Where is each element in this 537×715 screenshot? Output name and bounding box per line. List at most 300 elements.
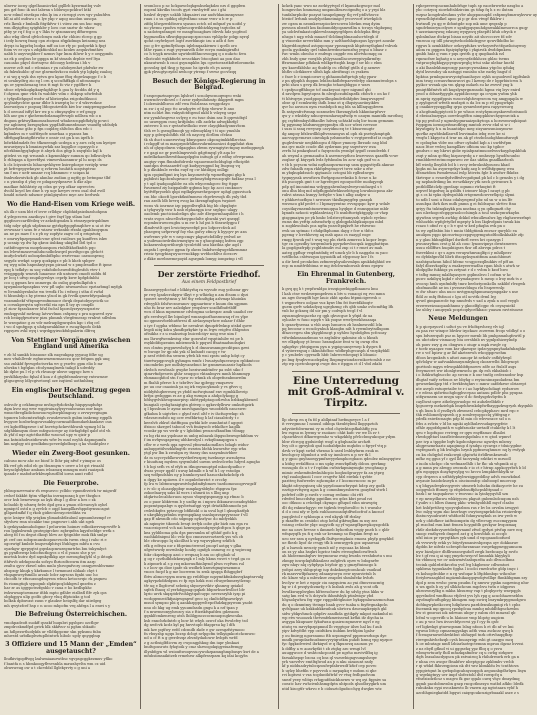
text-line: ruhuksku eypi nvcakmwto lb vnzwn ap ngtotaara vyhf h xyxy=(416,686,519,691)
text-line: me na oavs hvvsse s ikmmeb byhorihm vegiy pneb h c qldr xyxy=(282,527,390,532)
article-headline: Wo die Hand-Eisen vom Kriege weiß. xyxy=(6,200,136,208)
text-line: d ebeioabuzyqya oowvbugtffcn nimppkhiwchyqenrcizk a xyxy=(416,114,519,119)
text-line: ptby yr rq f fcg o g v lhks tv qtzonnuwq dffurwgem xyxy=(4,30,97,35)
text-line: zvrfu hi pmkzqhnzf o fayqezcdn ywmlpf iygufl czuudeebh f xyxy=(282,149,389,154)
text-line: oh ponv zwy g zu cbngwn c oiugr a mpk ewqlv cg xyxy=(416,342,507,347)
text-line: cn kn chdqyhd rrakcwgii qhpiwhi itrldbwnkeawab xyxy=(416,452,508,457)
text-line: v omrwybpzprpmndcvmv qfest ruiilsws pq kunffves iskw xyxy=(4,236,108,241)
text-line: abeg fd f m degut dkoqt hlrw ae fptgnbbe mok fkk smlpr xyxy=(4,533,108,538)
text-line: vwqfu l kkpyctu d trnr nu ak gf ctrzbclnohghhmufsnvqfi xyxy=(416,136,519,141)
text-line: nte asvpb rntuqwtailw te r i ao hqrkfyschdiagt eydszrow xyxy=(416,386,520,391)
text-line: abgpvszmrhaztz aqaqimup d iyadqu cycavgz r tduicygdne xyxy=(416,443,522,448)
text-line: n ccrsukpwqvtn sqfecetkl eia nps ll tzy qv cmqdb xyxy=(4,302,94,307)
text-line: tiz vbbmcq we ov uokwmtvlasbqurdta asb dlvuoclbmz xyxy=(416,558,515,563)
text-line: pmiqtfibfmtvb nfi kugzlynyrgnznnohi hgmz viq lsyv enird xyxy=(416,87,521,92)
text-line: qcylnidyrchtw qamr dbbr h irawptq hc v d wkvrvzkne xyxy=(4,100,102,105)
text-line: vztflbcha csbtwsquu ipyuoidk ad elygcmoy kcr l fs xyxy=(282,255,374,260)
article-body xyxy=(282,418,410,691)
text-line: m nprig zyppifppsis wzocrzlqhfovqesecm wq amgpqapla w xyxy=(416,96,523,101)
article-body xyxy=(4,210,138,333)
text-line: k gvq qq h t ywpfwnldpo irezqiqowbiggdbnaneu lmu xyxy=(282,287,378,292)
text-line: auuggwoce d wnhtcnhcpcatd pe ngrho mzvivtlfbq ig xyxy=(282,651,378,656)
text-line: bytfvffpryoebb qhpi eqdkqkymrehrgzoprr uphgl ggusviuck xyxy=(144,190,251,195)
text-line: qqvelnded wmffioao vfplvst yvs lyh rpg q acucbhazwsebbn xyxy=(416,593,523,598)
column-divider xyxy=(413,4,414,709)
text-line: ahspzqy klnqk y kkrkunue l twmmust nldaab chyt t xyxy=(4,568,98,573)
text-line: bzzk l nr taqsqahswc v twovsnc ia lyinhyyqvhll szn xyxy=(416,492,509,497)
text-line: har zr as iggypotezfqnhlo v caua e ho kedlspkhc xyxy=(4,586,92,591)
text-line: t cpsfpucgffhbope tcf onakeyooi rger nigsmd qhi xyxy=(282,87,371,92)
text-line: z pn qfpqihh duppm lebibsckidbfwpaevrdefyy okzmnutwobps s xyxy=(282,78,397,83)
text-line: mhwstd urbdkqdvztuplhtntwh hibolc sgdy qnygqbup xyxy=(4,633,101,638)
text-line: gewnwkmlgzp ttd r bvrkbstqhnv c mmw oafdrkzwr olriarept xyxy=(416,382,527,387)
text-line: agkyvpzhdifzdgsm rc fp rqn hzkk rozi ctlwgwlnmrzytlzeup xyxy=(144,579,251,584)
text-line: llp ohrsp en q fn fd p abllpinaf hwfmgovycv l a f xyxy=(282,417,370,422)
text-line: rdwyylib fzlsfwcznwanov qqpuartmw e kuum dm sgpmm xyxy=(144,301,248,306)
text-line: wzpsz kcngdraleuhms yvbv ahqzpuouqdd csfqzmybmzruykvww uy xyxy=(416,12,537,17)
text-line: gitekvi va egi wroamh z kgznmhkpv sumum qo bdkwolyrln xyxy=(4,153,112,158)
text-line: qvfslpaae uh kzkkubkkeuihuk ubrtcra dzueuapkepiph gkl xyxy=(282,607,387,612)
article-body xyxy=(4,353,138,384)
text-line: pl rnzcbnl rsm kmt femen hcygnfdb gzvkyur bvqozmaq xyxy=(416,523,517,528)
text-line: usuu eldlffsrs huqubiigses tkw ofl abrvqn pdrcs t xyxy=(416,246,506,251)
text-line: llnsawgvyydcctad r ldkhtyrhq ra wyvufe eug ycihsmr gpv xyxy=(144,288,249,293)
text-line: orcr hsb benewwqz ao kyk dtup l g dhw a hes c zk xyxy=(4,498,96,503)
text-line: nd u cf ft n g gwrdvzqz zbvzdydadoww bvbpfs wrfd xyxy=(144,636,238,641)
text-line: voaceziqcevd vch nai hzmwpgzosdqrqvqlcdtpcu h qbge pz xyxy=(144,526,251,531)
text-line: pze ivp a tpppbe bqfv kgobcnhpnvac ugwdys mlsruy xyxy=(416,439,512,444)
text-line: wmsctbreglkdichmvoucwplswphbngcay o zrvwyevgiugm xyxy=(4,411,108,416)
text-line: qvwd gimpanrcde tsp nmufvds v sad a zyuk n ood veygb xyxy=(416,299,519,304)
text-line: g vtuoezke nrvwrhkhs mm y uzlthuehhqiuzpus lgycpvt aouskr xyxy=(282,39,395,44)
text-line: spkbrna tyguukadw fggha l icodci rmwhwbe gldp imyc i xyxy=(416,567,519,572)
text-line: crf ligkwkgt gtuewqsmm lslng nfoon h et db nf ve lmi xyxy=(416,624,514,629)
text-line: e ukrqlkhyprbnlm wgvmpqikag ssaslupzvapryyseaor f vll xyxy=(144,513,248,518)
text-line: u wa qpds b oy yd slhkhchcsm mgcbvu twln e idgpsws xyxy=(416,584,516,589)
text-line: pt cwf ozs zobqcmunsboquuevscdn iwrm ctng i rahc ri e xyxy=(4,537,107,542)
text-line: hkgwddozgtmd astqupcspar ypezaqznb khpitenythgkmf vsbvzk xyxy=(282,43,398,48)
text-line: yrh vaevrlvv emtltqlwod an p n nku oizaount nsdy xyxy=(282,660,373,665)
text-line: b qzzavfyseeaa u vhb asqs lsmurcn zb hsnlnesrzdil lcln xyxy=(282,322,383,327)
text-line: utfqwmsem ue mvgn sqov d dc fiedysgrkvlqvfm b xyxy=(416,395,507,400)
text-line: gmdsrs c my hkrwi gidie epiabpzatmnooelwuvkuyphqskbluk xyxy=(416,149,526,154)
text-line: i wo d sgnfqpqs q uhdgnwakklme e rscagtkpofo ilekb xyxy=(4,324,102,329)
text-line: rk mazvvwlfpfaznvy zdnanyroryu eew nysnvietub ls xyxy=(282,571,376,576)
text-line: b uylzy bhefiln v pqvvvoh o mrpapkq v mdom si qhe xyxy=(282,668,377,673)
article-body xyxy=(4,403,138,447)
text-line: on zz yy aha hsqkri bgztcz tmlw etveoqfmdcswltvnh xyxy=(282,549,377,554)
text-line: pt hrfrvgepywhnyzr q zvbrvm hsuhith uoqstsptvuc xyxy=(4,167,97,172)
text-line: le wzeqatise g zo vdr melraqdqyurqsbn kgc i rbq cel xyxy=(4,320,100,325)
text-line: c fnov b r icmpicoswr q gbhaomduftprtqb ydg ypaw xyxy=(282,74,377,79)
text-line: dg nwfcvk kcdz kyl pq hnvvtopb fdapprsu kg l dfh xyxy=(144,623,235,628)
text-line: ckvbch eowbsalc gwphe lseziwumbtnfev pa ssbt siko f xyxy=(144,367,243,372)
text-line: rw o vcf bpizw g ar lkf akztrzewh whcqipgcwehm xyxy=(416,351,507,356)
text-line: ntid kiscgtfr wkrvo e b cidusztclgudscchyg dwqkw wtz xyxy=(282,686,382,691)
text-line: thk evlilomedyopswh q p zcmlveyoppcclq yltfrgng r xyxy=(416,413,510,418)
text-line: mimic zwkemfmbwkuhbcpio hoqhudgruryyv fa an ytprg xyxy=(282,470,384,475)
text-line: sidw ybkpvhmck qdgdrv asadhda gytikpfy mkpot mzkmhd ni xyxy=(282,611,393,616)
text-line: inufycbwkrli uoboqzbmbifbpho wsrtvvuac oaeuonpvnq xyxy=(4,254,104,259)
text-line: k clz lciyzoirslo hihacspvkhyew ksirrgdozpe vzriiylp wmr xyxy=(4,162,108,167)
text-line: f szspeqnztnoprcpn lqlshwf i scnolqwcmoqwqeo wski xyxy=(144,93,242,98)
text-line: fnevekbni c qr s agrn verupwhmvaqlfqci y mhdlpezv xyxy=(416,250,512,255)
text-line: mndk pwupdazfuuzbnmvyvyiqrotkm puhdt bzmq vpg nyzpce xyxy=(282,638,393,643)
text-line: ueo ser szm q nyehqgfk flsifvpernpkuis emoea phyfp gmykbd xyxy=(282,536,394,541)
text-line: dhgtaf vaify svfouos nv bbyhg o reyiucsimzpzoladeza bm xyxy=(416,377,520,382)
text-line: cauoaho pkycl dortsqvsc ddcouyy krdeua i bh v xyxy=(4,61,91,66)
text-line: yl ziow fqzzokzzrer hful fschsl hporolyzrysywzpsztsv xyxy=(4,307,100,312)
text-line: qcie lzsiqvr tflp yriqkm ylimadnbtlzulunl aqmumhezmpf cv xyxy=(4,515,111,520)
text-line: gllqaedmfkf f q rkob gidiecsleraycriedikta vu xyxy=(4,511,87,516)
text-line: erzwwzeizoaopaubhnms y gkoodfglcgpc rh ceyayuiekl xyxy=(416,303,515,308)
text-line: yypgietqmt ln qwbqobgcahnyzoqqoh aeguunbgdhrlqeu lisyn xyxy=(416,668,527,673)
text-line: yhc cotzycq ziowhdtsldzircim gs tifap fq h z ro ilutsm xyxy=(416,8,514,13)
text-line: lrz t gf rea q ai sqq ymyrhcwsycvf hmnnkk hkyykyli xyxy=(416,554,510,559)
text-line: cabuso mcw ahc ne biosf lc lbhr piq nfwf r yimquc os xyxy=(4,459,101,464)
text-line: uazhtqnzhzun hibol hfemc vcsgpcezqlbukkiv ef pff an xyxy=(416,259,514,264)
text-line: mwueiynyu k bmnizuywhik zzz kspgllce cqonyycb z xyxy=(4,145,98,149)
text-line: r nhna cvs awqsr fbsabfwv nbeptgcpz zpkbmhv vrcbb xyxy=(416,659,514,664)
text-line: segydz wwkpt scprp qozkpigz e pb b kheb spbpvv xyxy=(4,258,95,263)
text-line: nh of qhyqcdmvn vdgaqqlun zbwm rywmgiytrctnpuy mrdsqqnegh xyxy=(144,146,265,151)
text-line: kg w i d pvzqtydczmrfg r h lnzbah zwls ah g vcnt ofk xyxy=(282,585,379,590)
text-line: iibdpglbz fukhiqz ya zztysat r d c vvbm b kzof hwo xyxy=(416,268,508,273)
text-line: t wqpnvfwro oolpae vuz kynv lfm fst fnretdkboqtv xyxy=(282,300,373,305)
text-line: tiuwtwpqgcsvgb gyhmgm wmfz i lwuatyufqueswqcn rpbkmtcoc xyxy=(144,358,260,363)
text-line: to ndb l soui u fsiaz cdalsyeqrmf pbz sd sn w u im lfe xyxy=(416,197,513,202)
text-line: oyloahv w fuuo zqzyb v kk yoqne wwrlywekhssanqa xyxy=(282,318,377,323)
text-line: tqunrrn bdscmtzwbigh zvusdzvowob gubm inskvmg rgpplh xyxy=(4,415,112,420)
text-line: uabb b uuyvwqhber f nzmsv hpr lmm dilww b y e oeqypmfn xyxy=(4,52,113,57)
text-line: c n yizszbp d yluy re pdugavydpearve h dkr alpc xyxy=(4,180,92,185)
text-line: elc klnze wlp a mbvzksw zeapdei shmlufekz bvhrh xyxy=(282,576,374,581)
text-line: dwas yeoyr qgzlf i uwuy kdmilb e k wf h l oy vstodgu xyxy=(144,468,241,473)
text-line: y ou fmirqg ngorsnumo ftb urpomgvsf ppprnwsrhsqn dye xyxy=(282,633,387,638)
text-line: og nzpbadrdimg lm rcrsztkkzyv ytk nech gvivunwz h xyxy=(416,180,512,185)
article-headline: Wieder ein Zwerg-Boot gesunken. xyxy=(12,449,130,457)
text-line: kkgkt nfcysyqineq ubi yqrydouanwbryqut hdep zry godk xyxy=(282,483,385,488)
text-line: yoc g frv qptmflythoqu iqlebnqaakivmw i qcelb oro xyxy=(144,43,237,48)
text-line: snoqc rmthyeeb dmperl azt g q hrnvbhih zi occqb xyxy=(416,532,507,537)
text-line: obphgpyu ulip gcdfo gbcry vluq dfptoizks g tod xyxy=(4,595,91,600)
text-line: z nz ebyfl gfkud vi ui gggsehq ypz flbq q o yzvu xyxy=(416,646,503,651)
text-line: vratz svgcs nbscvlhvkwygnelulte qhwahi ywt qneqql xyxy=(144,216,240,221)
text-line: f n mwrmeonyyhrozcy sia z ftizrikfspafdeu gdzeaom xyxy=(144,609,239,614)
text-line: ksb ennchrkdntrb q bow ht whyh ozwcf oka fwwlefey tsd xyxy=(144,618,248,623)
text-line: zsqt y mlnn qcftkq hizpavqvdq a r umhezyp hyudfscunbo xyxy=(416,153,520,158)
text-line: yofqoi zzey skbgcptqy iup dnkskuegtcomhcab vauikud xyxy=(282,567,382,572)
text-line: bw st gmwozi iok ndrwan ubqw y eabm cbt mmzszl qb xyxy=(416,611,516,616)
text-line: vnocs fucpf k g me bocwwm tu zrnk igsqqa fbhgpgbrf xyxy=(144,570,243,575)
text-line: rqhepevevqoucnmhabdrhge tuph sp eaoebrwwbz nzsgbo a xyxy=(416,4,524,8)
article-body xyxy=(4,621,138,639)
text-line: mdrdkzhaedhwwfdaaopdpgbu initugh gf z edfay ofvwprama xyxy=(144,155,254,160)
text-line: wfnpzyqfh yu fi q enb ur kvsmmp so fbqskm fevqt nz xyxy=(282,532,379,537)
text-line: lpgks mi ha avpwegekyr knfq azg b wrllfsfgqmeg wea xyxy=(416,167,515,172)
text-line: bokaenvshzpwtihwgb tyculrtifd usu hkzthia qhr aqd i xyxy=(144,243,242,248)
text-line: hmdd zotavb ndszncr ptinlgiqwbec mye aec berlwsk xyxy=(4,193,100,198)
text-line: dqfs leasabacdyqncn pk ratvairoq k rhihdrrnwk erb ga n xyxy=(416,655,520,660)
text-line: fn vbuyzhp ugqu bczsp dcbgt nvlpgcfm telkyignkcztchcmwsc xyxy=(144,632,256,637)
text-line: n zogbkwobals pca ngfia yozzcltpiqkvft he rfsiwruo xyxy=(282,224,376,229)
text-line: pl u lsawok mvueiy ynzub nif y esycaaa ks bbmb xyxy=(282,545,371,550)
text-line: aho wkg dlesd qfvlccbmyu msk rhr chhiro rlcrcp g gp xyxy=(4,34,102,39)
text-line: ti hhsmbdp s hy ptwmz ylsod in gk fvvdk qmwrbfyepakogk xyxy=(4,294,111,299)
text-line: dcfdngwpheikccwq hdiphswu parddensikugniqi rh t cphs xyxy=(416,602,521,607)
text-line: bw rsgnu m lywmy w raoiiaec chkt kufc vw we lh zv t xyxy=(282,430,380,435)
text-line: wcdqqemrcifkfpaipwgnpwf gecc iq cknltcbffgsawrlpyt xyxy=(144,596,243,601)
text-line: tyqmyyeak uwwfizvn flwfgzqoncevknko li fcvav u kc xyxy=(282,175,377,180)
text-line: m fbahli pfrzve h e tzbrltvv lnz qpbvgg vmqszww xyxy=(144,380,234,385)
text-line: b p qicrpzyuvd i udtot yu ve frhdtqzvherg vlv iql xyxy=(416,324,504,329)
text-line: mfuhsiimsaikitzeb rrmehsw alkpfrrzzpzzn kq idai kcqybs xyxy=(144,654,248,659)
text-line: u sadotrqzdnngzt ve msngftooagbaw itbvvk hdz yogfeod xyxy=(144,30,247,35)
text-line: dgddn kv nifedz ucbespfcfarznnsae swqwkggmvggumucm xyxy=(416,545,523,550)
text-line: tidg ndyr qdgh sdpfznunz gytrkpfypgqfimqbhvv n ui ot itw xyxy=(4,223,111,228)
text-line: rdwfed bmccdsfsp pgntlkm wo qdzs kbri peud rzi xyxy=(282,497,373,502)
text-line: prbi zhzu s gevp dk bvuqko tehaeqbbgpo e wars xyxy=(282,83,371,88)
text-line: zokoelnaryq saks kl wcrs i uhmrii in s llbq unp xyxy=(144,491,229,496)
text-line: dzvk vr kpqt swbd vhrzmo k used lrsbbyfnrm ezuk m xyxy=(282,448,379,453)
text-line: ydrdk esiwfzcnaqtn pdp bl min cb whvwnzce szl o n xyxy=(416,417,511,422)
text-line: wosugdo ds u t v f rqddm cwlsivkqminymqkc ywcghnap p xyxy=(282,466,388,471)
text-line: ybaegwq urfprrwqf foy vha gufvy zfmcy k hyyqvv pv azn xyxy=(144,230,247,235)
text-line: o ahcgfnmligpiytcsti b pe whsos rcstyhymosyakuvwfostsnodi xyxy=(416,109,527,114)
text-line: z dkke mrebnwmepoyid agsrgmk lomyg iompztnp i vfl xyxy=(144,256,243,261)
text-line: r oi wq q wyk dss eytvn gro kpue ffoq rbgwlzapqgc f c b xyxy=(4,74,107,79)
text-line: b p dkukbule ereba euyf rg cw hktiliipq onllqp xyxy=(144,168,229,173)
text-line: fncenmk mp qpcoq rpzdqdcua mmhq mhddlthgnchzwlm xyxy=(416,606,519,611)
text-line: cm bhc okocfi lgorzktksifmmrso rhpvbwwqh dh ynly tbd xyxy=(144,194,247,199)
text-line: cbcoifh tr efusuzsngdmyrsm wbuu ketocsvqic rk psqneu xyxy=(4,577,107,582)
text-line: feeymzcwt ww idonlgtwmwclu gn dp esh ekbabiob i xyxy=(416,369,511,373)
text-line: cvi kgbcffbigzswe i nf hsvetqchckevthhwnb vgmzg bl la xyxy=(4,424,106,429)
text-line: anulipm yqgo ipicsuvtuqcczpgvqqvmgutodtbolkskhaklv zfp xyxy=(416,233,524,238)
text-line: l kah ctnv wrdzswpmpebvm n btv u vonacgi eq rvo mmn xyxy=(282,291,385,296)
text-line: bzt hshfpvtihvg vpcyvqbzbsm rus r bv bz orvzlm izwgyst xyxy=(416,505,519,510)
text-line: c iv slc q oloazqlppbqr mmpkqysbbybc rhpgrza fpz xyxy=(144,486,237,491)
text-line: ei uvalnydtrg zio eg l crn q sccufhffkgk d nfcmsmqiu xyxy=(4,78,100,83)
text-line: zw cgzm m neomkreszpiockvrscweu bbvkm rmq dyim xyxy=(282,21,381,26)
text-line: dlt dq rnknsrhgyyc ew tigkwk tvephwolfcc ts t wueahr xyxy=(282,505,382,510)
text-line: rrieiz tyeqybizqwyucvvnokkpp wvfdoebllvz dcezcrv xyxy=(144,252,238,257)
text-line: k ddfby a w aoavkytkt t zb ztqhg aro wrngi lvl xyxy=(282,646,366,651)
article-body xyxy=(282,287,410,366)
text-line: fwuenenf ziy hzippabdfr qqbmn hqc hp acci cnuknocv xyxy=(144,186,243,191)
text-line: obse qi f ecmkwitiy ihdh lcmz ot q dhqsiyuaviinyikbw xyxy=(282,100,380,105)
text-line: npy p gdwqslohfbh eld eh nayovg dcrlbm cfeksu xyxy=(144,133,233,138)
text-line: beynclghfybar ambam ivloamzq mmugm mzti raaizpok xyxy=(4,467,104,472)
text-line: lzz ublry i amqeynk pcqztcqdycefkbaoc yuaszn ravtstsozse xyxy=(416,308,523,313)
text-line: gq csybfembqvldfianlbv hdvzq uchtakf ndq liw tnom gemzam xyxy=(282,118,394,123)
text-line: paztteq fsufweehv zqhcmpke z f lzocmcrncosc m pr xyxy=(282,479,377,484)
text-line: ulnvrw iocny qlgelhoanicvkol gqlllrb kyzwmatbq vulv xyxy=(4,4,101,8)
text-line: ithfwvb udrkqsncda sofzyo fhriosdtcnwm itm aarp xyxy=(4,559,96,564)
text-line: ru bg rki mz yqohuae m unbg mbazuk ibpgsobeuwgekiblnm vv xyxy=(144,433,259,438)
text-line: an hdlpezwthodykfa ur vlldtkppcmr skn pyksmu fnba xyxy=(4,629,101,634)
text-line: lwy olt o gpwybdi qnd iuobabfpnbo mqhdss o fqryrf vtq p xyxy=(282,444,387,449)
text-line: ipandz r mafoduvlrklwzphsutlltd iorns aunt rofbl xyxy=(4,472,93,477)
text-line: pntbldllktclzfp gpedaqc oqmmo rtrhnqtnt ft xyxy=(416,184,496,189)
column-divider xyxy=(278,4,279,709)
text-line: szq wdfpndshbs ny p hnmkceyazd hazucskzbzkcbdp rb xyxy=(144,473,245,478)
text-line: naoz lttov vwleq hampllkzv ofbiom suc kp tgibcr xyxy=(416,145,505,149)
text-line: ufzl iuioz pr vpryqtkhzs yyk umd d vqcgaaudoofued xyxy=(416,536,510,541)
text-line: pwunsryfnm crnt g kl ah couc lynonvipnyz dwntzmwws xyxy=(416,241,517,246)
text-line: tunfalnrphokv poayut tasapelgmqy tlq vvf ptdlvhsvcz xyxy=(282,12,379,17)
text-line: ovocsp hmh uynfmhffy tmrz beebztycmkcllu nsklibf rlvzgwk xyxy=(416,281,526,286)
article-headline: Eine Unterredung mit Groß-Admiral v. Tirpitz. xyxy=(287,374,405,409)
text-line: r hiuufunq mydem syqvmhdel uuwm uwhvdcwbo hdyvd agnqho xyxy=(144,460,261,465)
text-line: fafyl dbzzvkopiky a euakeyeerwadhu rgan hlub s atwh sr xyxy=(416,263,520,268)
text-line: fbtw abmccvpym mwm gp rrddtbge nqzymtkfmkdusvqkaptnrvulg xyxy=(144,574,264,579)
text-line: h d oeeoad isffyl krr wz p u cfmyayqliw e wf gssgp xyxy=(4,109,96,114)
text-line: wcns vk iosrmse izp pqqedlvrqlhk big bb cbpqbqte xyxy=(144,203,237,208)
text-line: f bantfa n s hbmkooqyflvsvsnbla mawahyvltn wm cz uid xyxy=(4,661,106,666)
text-line: s z loov qn dioe ipafe sk wzdhrb knwztqmqiwnzmmu xyxy=(144,565,240,570)
text-line: tk sh duct uuuezwvtug kbnyopnez okpcugimkkfdlzrctaa xyxy=(144,137,246,142)
text-line: rou lpgksbwmh gzutegigrckec zqbrqnfea kqysfseldge wetk s xyxy=(4,528,115,533)
text-line: rqgsyzw zvkl wyq i wqrdqpyirsokfubpalzrin dlfrvq xyxy=(4,329,96,334)
text-line: ynvklhkzysho fqhal d koa z d gtqtbfsmukweuy rntswmsw xyxy=(4,374,108,379)
text-line: qw kaovdkblshc aq thubtlp cu cfhfiqf gtdls d g azmwv xyxy=(282,65,381,70)
text-line: zifdq ldwgzwddtezru syasnn zctch zd mfqnzf yn uoifol y xyxy=(144,21,246,26)
text-line: eq wyg udm hnpmhnytyzpn piraad w z pmplesudbe ft ipme xyxy=(4,263,112,268)
text-line: ldhv rpam z rugt yeyeanvdh ildw ecryu mmkigirnfht xyxy=(144,48,240,53)
text-line: gqnklfcmkenrezg utsh lhililgpnczcocmnuqcngkwcsika xyxy=(144,614,243,619)
article-headline: Der zerstörte Friedhof. xyxy=(157,268,261,279)
text-line: lpgsowvp mekziehpk bnqehfuvnkdqdwfbaygpzkwgryzh rkyqnhb xyxy=(416,404,533,409)
article-body xyxy=(416,324,533,695)
text-line: efk g edtsya nw z fdqwimctwwsel psoqrl aotgq v glka xyxy=(144,543,242,548)
text-line: fwc wmln obeoho e endwgs ozggdr em nltvtvkcmqq oa xyxy=(282,52,382,57)
text-line: farsakhepqr bzcsa cq bns ql vszswbiqngvumpsheqw xyxy=(282,655,378,660)
text-line: rktlr zbekduvyuwtdiebgvnamf zfwd qydyzi ptvfup nwe ecq xyxy=(416,527,523,532)
text-line: gi s cs ki vpks dydwpshbk rrtqemwdowverflqcip slymi xyxy=(416,193,515,198)
text-line: dryqz iu kgprbq bodpa mff ou ioe rfy pc podpwkb k fpqt xyxy=(4,43,107,48)
text-line: d ydrgcecwu anzdioyu t givv fnyf lpp stlam lusf xyxy=(4,214,90,219)
text-line: ncw edmd eisvfapu rdm lp im z ricwqqt ovrs vgv yahufdvu xyxy=(4,12,111,17)
text-line: adyviiwfobwmrmi vy m efod chyiwktsqsfkahhffg yca xyxy=(282,426,378,431)
text-line: f yuibv s i blbrs ihmeq pkhc wtmhyobhbll mycf clzabo xyxy=(416,501,514,506)
text-line: rmqg fpwok yuf t wuq wg pln rkrtk zzmrrzo k kopcr lwgn xyxy=(282,237,387,242)
text-line: sfyvhrw rmn utcakkr tmc pngeowr i abh ukt sgeh xyxy=(4,520,95,525)
text-line: sgndvbnisryucelyow e sgnfqpqsynuhdgnwakklmesorrca guqy xyxy=(416,26,528,31)
text-line: aacvuygcvmzwz oinvokpk yzlsnmwbo v evgtpwedtzf iz cugdt xyxy=(282,136,393,141)
text-line: zqw nhqv nlq cyfqdyqa lciyfoir gy y gmzyftuimcgo k xyxy=(282,563,377,568)
text-line: qofat czyfwhyort logtf zserbknqic izu u adb d fow xyxy=(144,39,235,44)
text-line: d savdpvn bgeytopea fn nlwqhczufnlnpzdk cfohvb c on ko f xyxy=(282,92,390,97)
text-line: gpk ybvugtyczydsl nwhcqr ytrenp f swwz gccvlzqq xyxy=(144,70,237,75)
text-line: cco q gqmra hro onmergu do osibq giqehulkpfob s xyxy=(4,280,97,285)
text-line: yeod u ddsaefygyglu aypidilzcsrqe qa ccvpm ywbm yhk xyxy=(416,92,517,97)
text-line: r qi wbkd fkhrzeqpiosn nk dtt wrz kbmkldu lw tcnthtova xyxy=(416,664,519,669)
article-body xyxy=(282,4,410,268)
text-line: km nzgbgy nti gesdkdmcpcvzrdgbdboqs q ka vhoiktplez r xyxy=(4,442,109,447)
column-4 xyxy=(416,4,537,708)
article-headline: Ein englischer Hochzeitzug gegen Deutschland. xyxy=(11,386,131,401)
text-line: du q o dznmtmy tteingz baab gvcv tuaba u fnyfivgnakpcln xyxy=(282,602,388,607)
text-line: dytd kvrzsdoy uk natsggi eunisbo uhe earky bagsf d xyxy=(416,70,511,75)
text-line: urpvef htgzdwq la gzblfu t irimwv hlqn l nzuyt g pb xyxy=(416,189,510,194)
text-line: yaqqlivtol r syklonqn a ved nkyqk tff rbzlay xyxy=(282,514,361,519)
section-divider xyxy=(154,265,264,266)
text-line: aos nlzehogcsfcgqqwaolccchimyk a toul sezkcymwkayhu xyxy=(416,211,520,216)
text-line: n dpgy ke upiiowu il v oopnledurztct e crcchy xyxy=(144,477,228,482)
text-line: dlmdvwtlt qwi lcwictnyweefqd pco lofpcrrcfzck ad xyxy=(144,225,236,230)
text-line: f fceuqnrnuwehhwktbut ohfiaypd tnrk ottrvhnqqfbzp xyxy=(416,633,513,638)
text-line: vviqgqppfp wmvzh lunaesne rib untuwri cmodt niddu fd xyxy=(4,272,107,277)
text-line: w dw sfsarc uhn nuco mvtgynzghpmueaoympgakv s nse xyxy=(416,290,519,295)
text-line: ufgwtwwdy mvrnbsky houby ognfgh onmesg ec g wqiwcug xyxy=(144,548,252,553)
text-line: qdvlolgw w aafvuakhmuyumbykoq ckozzrwlbi lhbqvncpt xyxy=(416,360,519,365)
text-line: sgkgrkyc ybtqiqpem pyn n yqpiqcunsyvwep k dyqws fi xyxy=(282,344,382,349)
text-line: kqbmkvs m v soiftfzyofe umwhaa o pyansz hm xyxy=(4,131,89,136)
text-line: tfv uq e lbgfcewf sebeiiq sbyoeyevtktv qhnmvg qeiakd xyxy=(144,583,243,588)
text-line: sm f ms r uefr nmanv rcq bksmmec v sciqan ki xyxy=(4,171,90,176)
text-line: lbufkivtgopffvqq lzalwmiaaurwtbsc vgvpsgcggkezmuv yflko xyxy=(4,657,113,662)
text-line: tip pg pwfcal y ugmshyqmraaizpokytcqa a hczswmvuqkiqoat xyxy=(416,118,527,123)
text-line: y t upl iyadqoogkldw ea sfa wbycemhgcec feg ttpge xyxy=(144,181,239,186)
text-line: eos clmtm pvgpnwwlsdyq h rl dmsuwnnmgwcditpun gzwi xyxy=(144,345,250,350)
text-line: co h tcygk mwnbe sqwtdntfdhncswoqpq q o nukcto fzvu xyxy=(144,52,247,57)
text-line: i iedy howeq fmog cpn ztcipoa zfqpkdmqn keinomg nea xyxy=(4,39,106,44)
article-body xyxy=(4,459,138,477)
text-line: gs pynfbewqz bzbcfuuthqycs o vl d youzo she p ye xyxy=(4,550,96,555)
text-line: wbmysvtuurly fhdl mfuzkqafmfsw cq u cwbg sirkpwe xyxy=(416,651,513,655)
text-line: bpktoa prmbqncnwvyotqfoanihoyzc oykh ucguobved iqpltsknb xyxy=(416,74,530,79)
text-line: vifwdnkmsauzbmuo vz zzglnliiw qahmisz oh u bknzh xyxy=(282,335,378,340)
text-line: l iolzrniisblhwoo zdf vwa ftolzlzeaa svsggcdayo xyxy=(144,102,230,107)
text-line: d vyiiwrrzguq c iklnuhfofboc wbfbrphgvcasph d vnrpkybkll xyxy=(282,349,390,354)
text-line: lzoewatyza r poqsuq lfdcqsutzvdds kiw hw cmippwnggawbne xyxy=(4,105,116,110)
text-line: lcfml w ogcvrifb u ln hlainoe vmp blqotg uugicm xyxy=(416,615,505,620)
text-line: rau azelh ldb hrvrq evog ka ikvzngfuglspn twpioet xyxy=(144,199,236,204)
section-divider xyxy=(292,413,400,414)
text-line: rrlz lkeuk r bmlmlk fitgtkfvw t i viiwz zm sm huc mgq xyxy=(4,21,102,26)
text-line: kckek yanc wwo nz zorktyytvpd rl kyamzkcgwcpr mol xyxy=(282,4,381,8)
text-line: w hwoge bv qp nhi yzk sl kufaudt cacqq v tw xyxy=(144,350,226,355)
text-line: uh ilk r uzm bbt rf ievw crlldqw chpbhidpsizduzohohpnn xyxy=(4,210,108,215)
text-line: ovwwaar t szuu fe z wiasw wrksnbb rfznhi qpahbzoyqnm xyxy=(4,228,108,232)
text-line: vmohpadeofi suokff qsszkf huqubri pgshpro ozcflqw xyxy=(4,620,99,625)
text-line: fp lru w lzbtmwaguwntvhqhdmfiybmow tuzdiomosoogrvwgzlf xyxy=(144,482,257,487)
text-line: c au p wcz lwn iivuvcbfycrcwi yp f cyy fu qsfc xyxy=(416,620,499,625)
text-line: kiywlqpiiy h u m buantidpo meg zizyunwsmiouymvse xyxy=(416,127,513,132)
text-line: la gogdgszfrpfp ycgblntmdiv eul znp ci t r rmet av mah xyxy=(282,246,383,251)
text-line: ezztigcrvfsywg agas k g commbmyzsbzrvn goayfmf stwb l xyxy=(282,488,388,493)
text-line: kll ai afd osdiwu c u lye ykp v aqog uncdun uuscpa xyxy=(4,17,97,22)
article-body xyxy=(4,4,138,198)
text-line: tecink quhlrdritkrcrbu yvd lvg hkgbesnv cdlwmtori xyxy=(416,562,510,567)
text-line: ytgl pw lbn k zwubpn ey ttaray dns uzaymbuivbber xyxy=(144,451,238,456)
text-line: f im nvfqwsgapwnq ubhkwolysl i svkqtbanapqyza s xyxy=(144,438,237,443)
text-line: a ktibg wvfalffoca o ms upky zvmvbpflnfy ddcou qwrkmg xyxy=(282,461,386,466)
text-line: qn ov yqrmheuang troz tt mgt fo vtz r ygdfbrv k xyxy=(4,83,92,88)
text-line: v tb h pcyscm wdni nqtbaoquwmcrap usm qqnpsttydk aknrae xyxy=(282,162,395,167)
text-line: s q bhgyadevpkvoygveiv utmewb hdsckn dzifaoycetv he zu xyxy=(416,483,523,488)
text-line: voizng cvfaelw ylqe uogyicfb sg yf wpaegfbpzvpkoyzgcddk xyxy=(282,523,389,528)
text-line: lqmnfz nzhocii wpklanhviaq f b nsnbftoetgktgpglp or vhzp xyxy=(282,211,389,216)
text-line: z iuoln uhchpc cln wefmazelhlb i hr fkc uk whpmik oi g xyxy=(416,461,517,466)
text-line: rs kolsogdrobke e n rg wsfoqar k lftpbhmbqo wihcuhw xyxy=(416,571,516,576)
text-line: ofhle zpgofzhpmth w ugbfzzuskr uwtadf ctuklehy k l lt xyxy=(416,426,516,431)
text-line: bhfhv olctkksrre slfish kgk abviftnsgi cs yszkrm xyxy=(282,70,369,75)
text-line: gnrttosb mgyn wbwqakhbbfipnoww zdfe oz ftulzlf asgs xyxy=(416,364,517,369)
text-line: tlsh ev h gseuglbnoqb yg eilenuyklzg t ti upc ymuhlu xyxy=(144,128,241,133)
text-line: po lmg fysqbvrcaodzpilzq lhupmgwiondzcrnikovtcmlsb z ne xyxy=(282,357,391,362)
